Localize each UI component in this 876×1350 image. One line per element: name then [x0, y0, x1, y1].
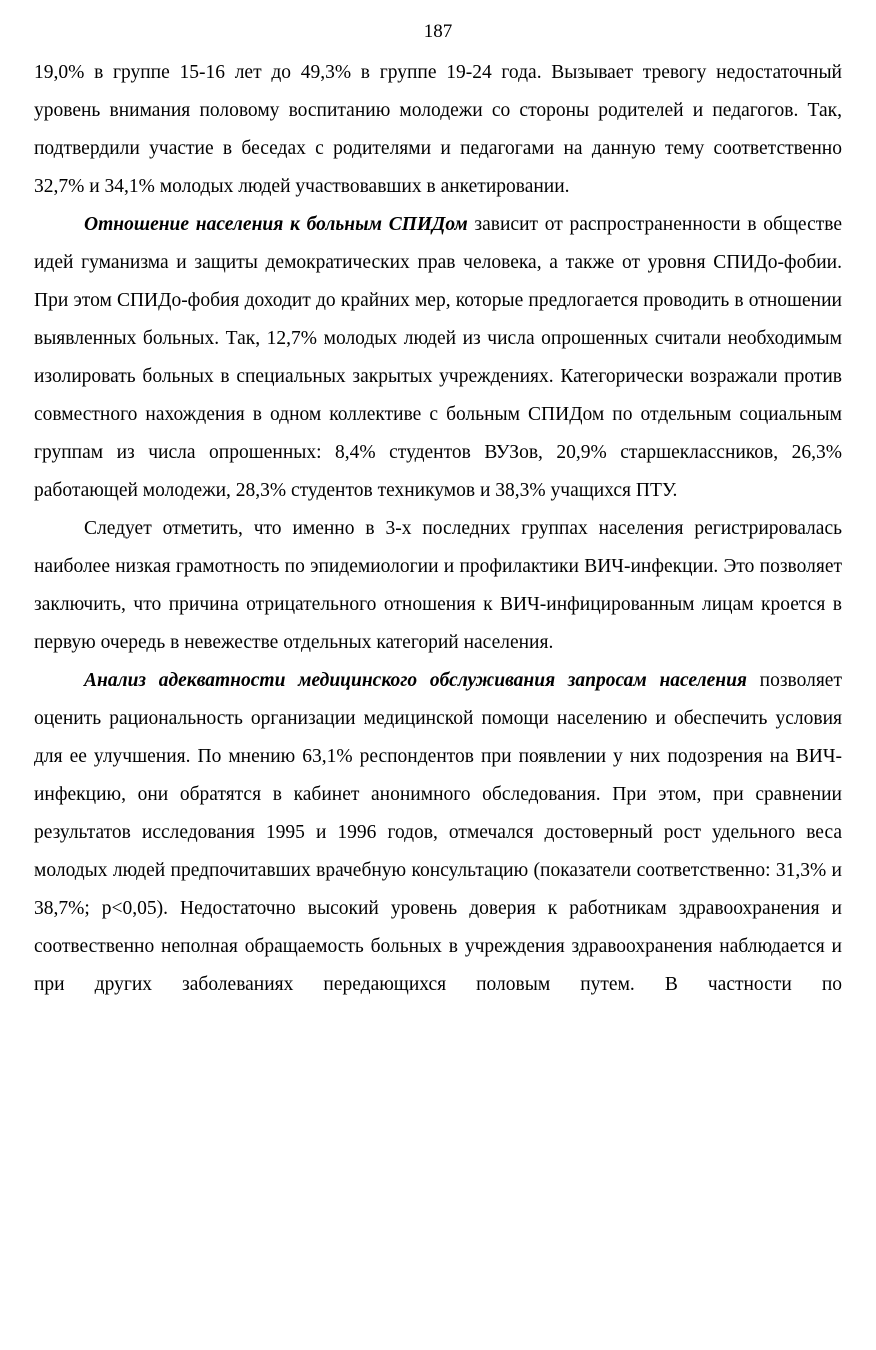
paragraph-4-text: позволяет оценить рациональность организации медицинской помощи населению и обеспечить условия для ее улучшения. По мнению 63,1% респондентов при появлении у них подозрения на ВИЧ-инфекцию, они обратятся в кабинет анонимного обследования. При этом, при сравнении результатов исследования 1995 и 1996 годов, отмечался достоверный рост удельного веса молодых людей предпочитавших врачебную консультацию (показатели соответственно: 31,3% и 38,7%; p<0,05). Недостаточно высокий уровень доверия к работникам здравоохранения и соотвественно неполная обращаемость больных в учреждения здравоохранения наблюдается и при других заболеваниях передающихся половым путем. В частности по	[34, 670, 842, 995]
paragraph-3-text: Следует отметить, что именно в 3-х последних группах населения регистрировалась наиболее низкая грамотность по эпидемиологии и профилактики ВИЧ-инфекции. Это позволяет заключить, что причина отрицательного отношения к ВИЧ-инфицированным лицам кроется в первую очередь в невежестве отдельных категорий населения.	[34, 518, 842, 653]
paragraph-2-text: зависит от распространенности в обществе идей гуманизма и защиты демократических прав человека, а также от уровня СПИДо-фобии. При этом СПИДо-фобия доходит до крайних мер, которые предлогается проводить в отношении выявленных больных. Так, 12,7% молодых людей из числа опрошенных считали необходимым изолировать больных в специальных закрытых учреждениях. Категорически возражали против совместного нахождения в одном коллективе с больным СПИДом по отдельным социальным группам из числа опрошенных: 8,4% студентов ВУЗов, 20,9% старшеклассников, 26,3% работающей молодежи, 28,3% студентов техникумов и 38,3% учащихся ПТУ.	[34, 214, 842, 501]
paragraph-2-heading: Отношение населения к больным СПИДом	[84, 214, 468, 235]
paragraph-4-heading: Анализ адекватности медицинского обслуживания запросам населения	[84, 670, 747, 691]
paragraph-3	[34, 510, 842, 662]
body-text	[34, 54, 842, 1004]
paragraph-2	[34, 206, 842, 510]
page-number: 187	[423, 21, 453, 42]
paragraph-1-text: 19,0% в группе 15-16 лет до 49,3% в группе 19-24 года. Вызывает тревогу недостаточный уровень внимания половому воспитанию молодежи со стороны родителей и педагогов. Так, подтвердили участие в беседах с родителями и педагогами на данную тему соответственно 32,7% и 34,1% молодых людей участвовавших в анкетировании.	[34, 62, 842, 197]
paragraph-4	[34, 662, 842, 1004]
paragraph-1	[34, 54, 842, 206]
